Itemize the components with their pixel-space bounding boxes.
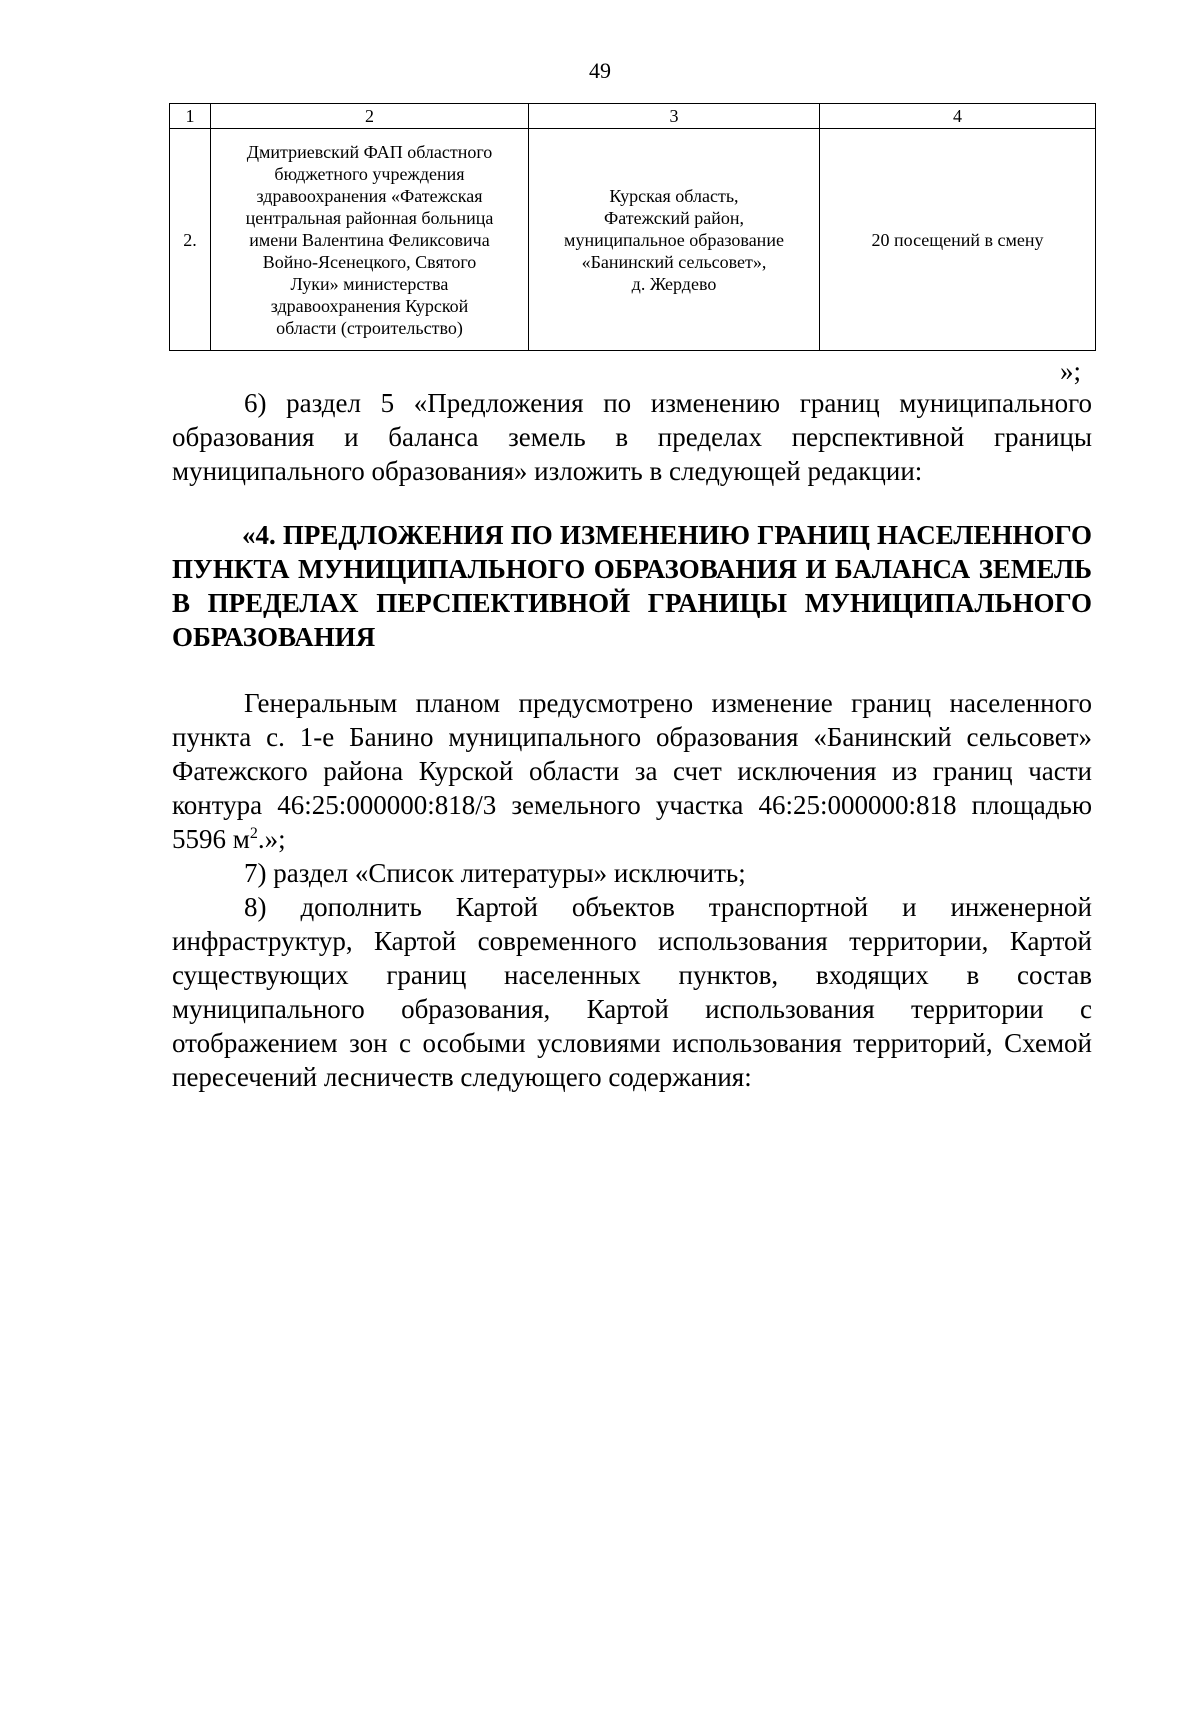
table-header-cell: 2 [211, 104, 529, 129]
objects-table [169, 103, 1096, 351]
body-paragraph-text: Генеральным планом предусмотрено изменение границ населенного пункта с. 1-е Банино муниципального образования «Банинский сельсовет» Фатежского района Курской области за счет исключения из границ части контура 46:25:000000:818/3 земельного участка 46:25:000000:818 площадью 5596 м [172, 688, 1092, 854]
table-header-cell: 4 [820, 104, 1096, 129]
object-name-cell: Дмитриевский ФАП областного бюджетного учреждения здравоохранения «Фатежская центральная районная больница имени Валентина Феликсовича Войно-Ясенецкого, Святого Луки» министерства здравоохранения Курской области (строительство) [211, 129, 529, 351]
paragraph-8: 8) дополнить Картой объектов транспортной и инженерной инфраструктур, Картой современного использования территории, Картой существующих границ населенных пунктов, входящих в состав муниципального образования, Картой использования территории с отображением зон с особыми условиями использования территорий, Схемой пересечений лесничеств следующего содержания: [172, 892, 1092, 1092]
table-header-row [170, 104, 1096, 129]
body-paragraph-tail: .»; [257, 824, 286, 854]
section-heading: «4. ПРЕДЛОЖЕНИЯ ПО ИЗМЕНЕНИЮ ГРАНИЦ НАСЕЛЕННОГО ПУНКТА МУНИЦИПАЛЬНОГО ОБРАЗОВАНИЯ И БАЛАНСА ЗЕМЕЛЬ В ПРЕДЕЛАХ ПЕРСПЕКТИВНОЙ ГРАНИЦЫ МУНИЦИПАЛЬНОГО ОБРАЗОВАНИЯ [172, 520, 1092, 652]
capacity-cell: 20 посещений в смену [820, 129, 1096, 351]
table-row [170, 129, 1096, 351]
paragraph-7: 7) раздел «Список литературы» исключить; [244, 858, 746, 888]
table-header-cell: 1 [170, 104, 211, 129]
superscript: 2 [249, 825, 258, 842]
table-header-cell: 3 [529, 104, 820, 129]
page-number: 49 [589, 58, 611, 83]
row-number-cell: 2. [170, 129, 211, 351]
location-cell: Курская область, Фатежский район, муниципальное образование «Банинский сельсовет», д. Жердево [529, 129, 820, 351]
closing-quote: »; [1060, 356, 1082, 386]
paragraph-6: 6) раздел 5 «Предложения по изменению границ муниципального образования и баланса земель в пределах перспективной границы муниципального образования» изложить в следующей редакции: [172, 388, 1092, 486]
body-paragraph [172, 686, 1092, 856]
